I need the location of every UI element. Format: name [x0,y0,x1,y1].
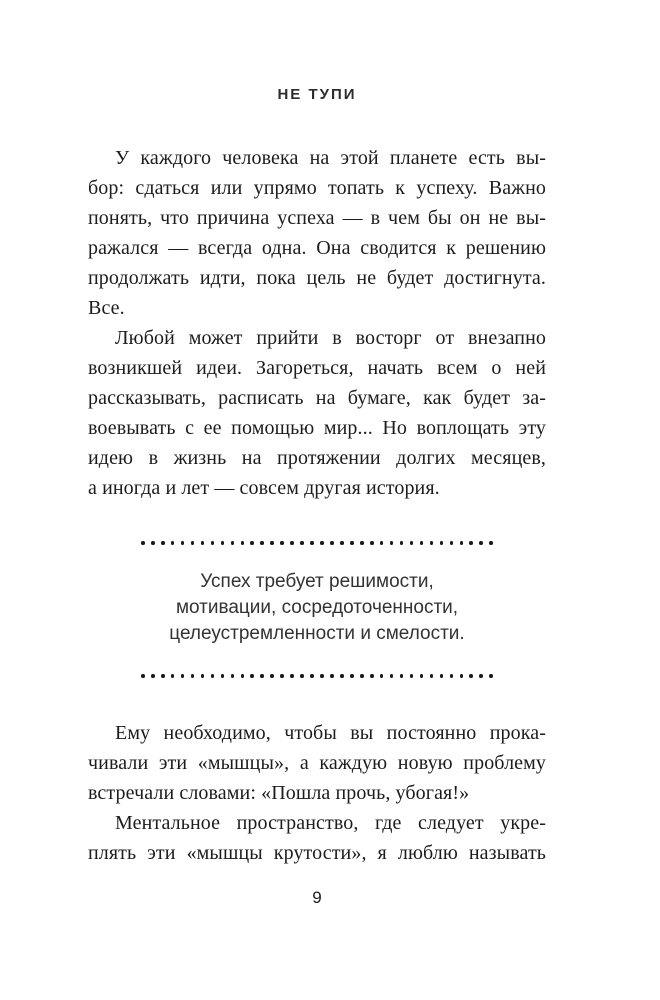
divider-dot [440,674,444,678]
divider-dot [280,541,284,545]
divider-dot [221,674,225,678]
text-line: Любой может прийти в восторг от внезапно [115,327,546,349]
divider-dot [211,674,215,678]
divider-dot [280,674,284,678]
quote-line: Успех требует решимости, [200,571,434,592]
divider-dot [460,674,464,678]
text-line: продолжать идти, пока цель не будет достигнута. [88,267,546,289]
divider-dot [479,674,483,678]
divider-dot [191,674,195,678]
text-line: Все. [88,297,125,319]
divider-dot [171,674,175,678]
divider-dot [151,541,155,545]
divider-dot [370,674,374,678]
divider-dot [430,541,434,545]
divider-dot [260,541,264,545]
divider-dot [231,541,235,545]
divider-dot [201,541,205,545]
divider-dot [300,674,304,678]
page-number: 9 [312,888,322,907]
paragraph [88,323,546,503]
divider-dot [430,674,434,678]
divider-dot [270,541,274,545]
divider-dot [320,541,324,545]
divider-dot [370,541,374,545]
divider-dot [350,674,354,678]
divider-dot [201,674,205,678]
divider-dot [390,674,394,678]
divider-dot [340,541,344,545]
text-line: ражался — всегда одна. Она сводится к решению [88,237,546,259]
divider-dot [489,541,493,545]
divider-dot [250,541,254,545]
text-line: Ментальное пространство, где следует укре- [115,812,546,834]
dotted-divider [141,541,493,545]
text-line: понять, что причина успеха — в чем бы он не вы- [88,207,546,229]
text-line: идею в жизнь на протяжении долгих месяцев, [88,447,546,469]
divider-dot [241,674,245,678]
divider-dot [410,674,414,678]
text-line: плять эти «мышцы крутости», я люблю называть [88,842,546,864]
divider-dot [489,674,493,678]
paragraph [88,718,546,808]
text-line: воевывать с ее помощью мир... Но воплощать эту [88,417,546,439]
text-line: Ему необходимо, чтобы вы постоянно прока- [115,722,546,744]
divider-dot [141,541,145,545]
divider-dot [400,541,404,545]
divider-dot [270,674,274,678]
divider-dot [340,674,344,678]
text-line: рассказывать, расписать на бумаге, как будет за- [88,387,546,409]
quote-block [88,569,546,647]
text-line: а иногда и лет — совсем другая история. [88,477,440,499]
text-line: чивали эти «мышцы», а каждую новую проблему [88,752,546,774]
divider-dot [241,541,245,545]
divider-dot [360,541,364,545]
divider-dot [440,541,444,545]
divider-dot [469,541,473,545]
divider-dot [310,541,314,545]
paragraph [88,143,546,323]
text-line: возникшей идеи. Загореться, начать всем о ней [88,357,546,379]
text-line: У каждого человека на этой планете есть вы- [115,147,546,169]
quote-line: мотивации, сосредоточенности, [175,597,459,618]
page-body [88,143,546,868]
divider-dot [330,674,334,678]
divider-dot [330,541,334,545]
running-head: НЕ ТУПИ [277,86,357,103]
divider-dot [380,541,384,545]
divider-dot [400,674,404,678]
divider-dot [420,541,424,545]
divider-dot [479,541,483,545]
divider-dot [181,541,185,545]
divider-dot [231,674,235,678]
divider-dot [320,674,324,678]
divider-dot [469,674,473,678]
paragraph [88,808,546,868]
divider-dot [460,541,464,545]
text-line: бор: сдаться или упрямо топать к успеху. Важно [88,177,546,199]
divider-dot [380,674,384,678]
divider-dot [420,674,424,678]
divider-dot [211,541,215,545]
quote-line: целеустремленности и смелости. [169,623,465,644]
divider-dot [450,541,454,545]
divider-dot [300,541,304,545]
divider-dot [260,674,264,678]
divider-dot [290,674,294,678]
divider-dot [350,541,354,545]
divider-dot [390,541,394,545]
divider-dot [181,674,185,678]
divider-dot [161,674,165,678]
divider-dot [450,674,454,678]
divider-dot [141,674,145,678]
divider-dot [171,541,175,545]
divider-dot [310,674,314,678]
dotted-divider [141,674,493,678]
divider-dot [221,541,225,545]
divider-dot [250,674,254,678]
text-line: встречали словами: «Пошла прочь, убогая!» [88,782,470,804]
divider-dot [290,541,294,545]
divider-dot [151,674,155,678]
divider-dot [410,541,414,545]
divider-dot [360,674,364,678]
divider-dot [191,541,195,545]
divider-dot [161,541,165,545]
